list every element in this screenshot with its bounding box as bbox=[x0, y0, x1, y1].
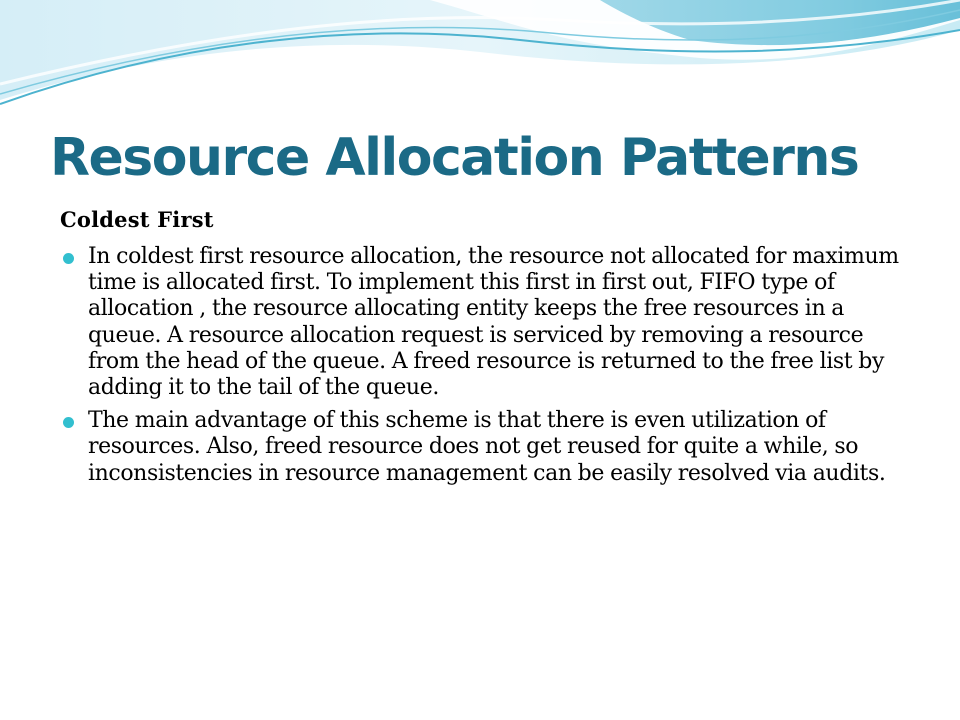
section-subheading: Coldest First bbox=[60, 207, 214, 232]
bullet-dot-icon bbox=[63, 417, 74, 428]
bullet-dot-icon bbox=[63, 253, 74, 264]
bullet-item bbox=[60, 244, 920, 401]
header-wave-decoration bbox=[0, 0, 960, 120]
bullet-item bbox=[60, 408, 920, 487]
slide-content bbox=[60, 204, 920, 494]
bullet-text: The main advantage of this scheme is that there is even utilization of resources. Also, freed resource does not get reused for quite a while, so inconsistencies in resource management can be easily resolved via audits. bbox=[88, 408, 886, 486]
slide-title: Resource Allocation Patterns bbox=[50, 128, 859, 188]
bullet-text: In coldest first resource allocation, the resource not allocated for maximum time is allocated first. To implement this first in first out, FIFO type of allocation , the resource allocating entity keeps the free resources in a queue. A resource allocation request is serviced by removing a resource from the head of the queue. A freed resource is returned to the free list by adding it to the tail of the queue. bbox=[88, 244, 899, 401]
bullet-list bbox=[60, 244, 920, 487]
